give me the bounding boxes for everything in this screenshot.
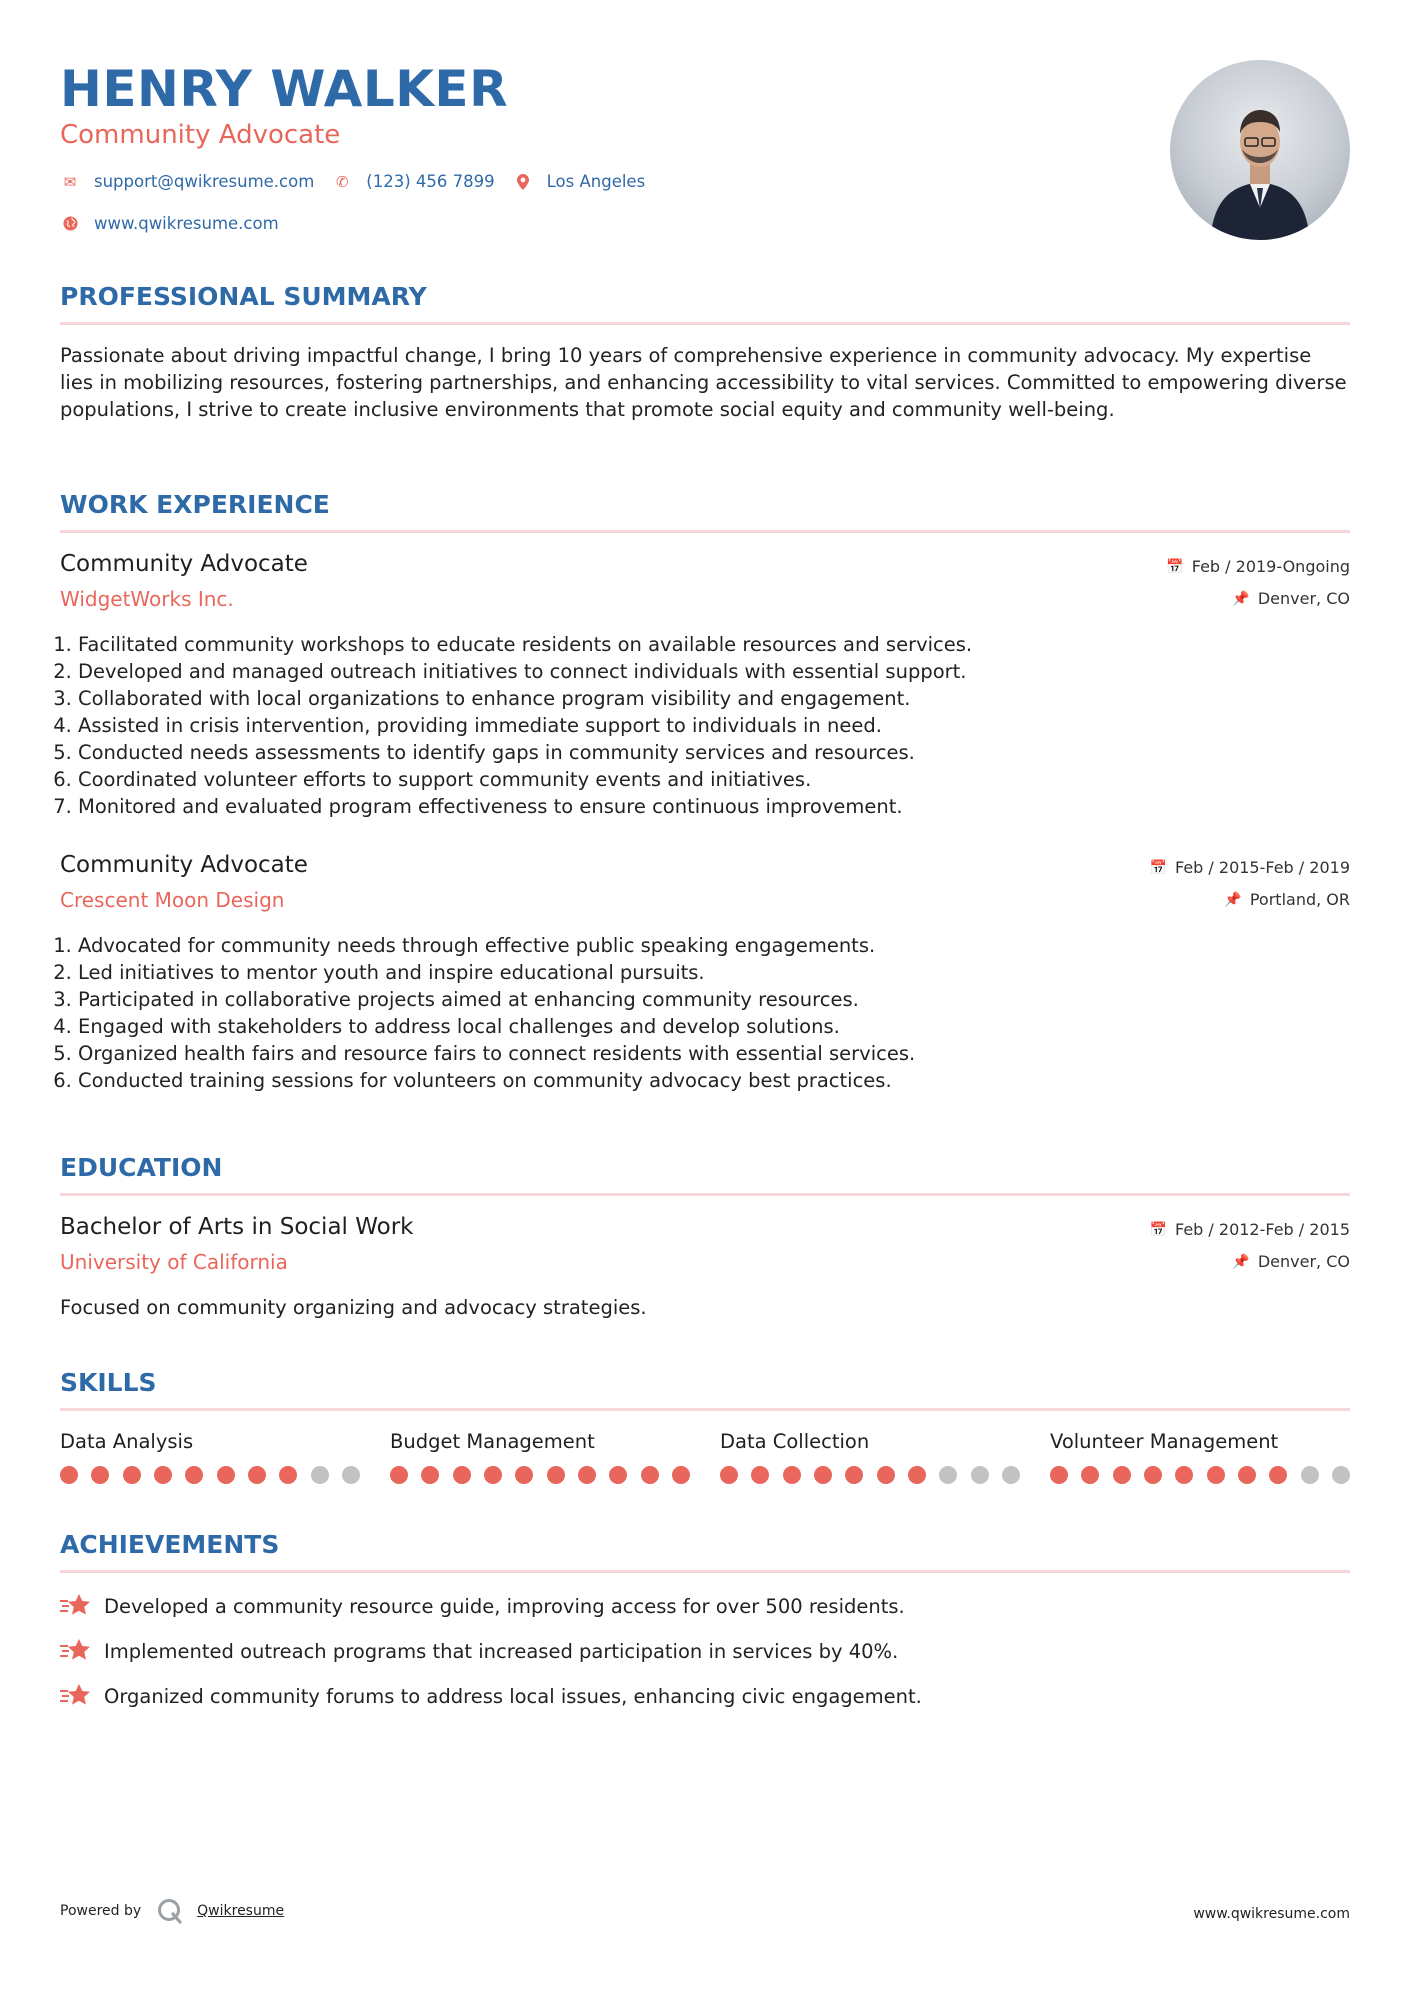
section-divider [60,322,1350,325]
job-date-text: Feb / 2019-Ongoing [1191,557,1350,576]
rating-dot [720,1466,738,1484]
rating-dot [248,1466,266,1484]
rating-dot [845,1466,863,1484]
rating-dot [91,1466,109,1484]
education-location-text: Denver, CO [1257,1252,1350,1271]
achievement-item [60,1682,922,1710]
section-title-achievements: ACHIEVEMENTS [60,1530,280,1559]
job-date [1150,858,1350,877]
star-icon [60,1637,92,1665]
footer-powered-by [60,1898,284,1924]
skill-item [390,1430,690,1484]
section-title-education: EDUCATION [60,1153,223,1182]
section-title-experience: WORK EXPERIENCE [60,490,330,519]
globe-icon [60,216,80,231]
list-item: 6. Coordinated volunteer efforts to support community events and initiatives. [78,766,1278,793]
skill-rating [720,1466,1020,1484]
rating-dot [279,1466,297,1484]
job-title: Community Advocate [60,551,308,577]
phone-icon: ✆ [336,172,349,191]
education-location [1232,1252,1350,1271]
star-icon [60,1682,92,1710]
calendar-icon: 📅 [1149,859,1167,876]
rating-dot [814,1466,832,1484]
pushpin-icon: 📌 [1232,590,1250,607]
website-text: www.qwikresume.com [94,214,279,233]
rating-dot [390,1466,408,1484]
education-entry [60,1214,1350,1334]
candidate-role: Community Advocate [60,120,341,150]
rating-dot [1144,1466,1162,1484]
contact-email[interactable] [60,172,314,191]
candidate-name: HENRY WALKER [60,60,509,118]
skill-name: Volunteer Management [1050,1430,1279,1453]
list-item: 7. Monitored and evaluated program effectiveness to ensure continuous improvement. [78,793,1278,820]
rating-dot [217,1466,235,1484]
brand-link[interactable]: Qwikresume [197,1903,285,1919]
envelope-icon: ✉ [63,172,77,191]
skill-rating [1050,1466,1350,1484]
skill-name: Data Collection [720,1430,870,1453]
section-divider [60,1408,1350,1411]
achievement-text: Organized community forums to address local issues, enhancing civic engagement. [104,1684,922,1708]
list-item: 2. Developed and managed outreach initiatives to connect individuals with essential support. [78,658,1278,685]
rating-dot [751,1466,769,1484]
email-text: support@qwikresume.com [94,172,315,191]
rating-dot [939,1466,957,1484]
education-date-text: Feb / 2012-Feb / 2015 [1175,1220,1350,1239]
list-item: 5. Conducted needs assessments to identify gaps in community services and resources. [78,739,1278,766]
rating-dot [1269,1466,1287,1484]
rating-dot [1113,1466,1131,1484]
resume-page [60,0,1350,1990]
pushpin-icon: 📌 [1232,1253,1250,1270]
job-location-text: Denver, CO [1257,589,1350,608]
rating-dot [578,1466,596,1484]
contact-website[interactable] [60,214,279,233]
qwikresume-logo-icon [157,1898,183,1924]
job-bullets [60,932,1278,1094]
job-date-text: Feb / 2015-Feb / 2019 [1175,858,1350,877]
contact-row-web [60,214,297,233]
list-item: 3. Collaborated with local organizations to enhance program visibility and engagement. [78,685,1278,712]
rating-dot [1175,1466,1193,1484]
rating-dot [421,1466,439,1484]
rating-dot [453,1466,471,1484]
job-bullets [60,631,1278,820]
job-entry [60,852,1350,1102]
skill-rating [390,1466,690,1484]
job-company: WidgetWorks Inc. [60,587,234,611]
achievement-item [60,1592,905,1620]
rating-dot [60,1466,78,1484]
star-icon [60,1592,92,1620]
rating-dot [311,1466,329,1484]
rating-dot [672,1466,690,1484]
footer-website[interactable]: www.qwikresume.com [1193,1906,1350,1922]
phone-text: (123) 456 7899 [366,172,495,191]
education-date [1150,1220,1350,1239]
profile-photo [1170,60,1350,240]
rating-dot [484,1466,502,1484]
job-location [1232,589,1350,608]
list-item: 4. Assisted in crisis intervention, providing immediate support to individuals in need. [78,712,1278,739]
achievement-item [60,1637,898,1665]
list-item: 1. Facilitated community workshops to educate residents on available resources and services. [78,631,1278,658]
job-company: Crescent Moon Design [60,888,285,912]
rating-dot [1207,1466,1225,1484]
skill-name: Data Analysis [60,1430,194,1453]
rating-dot [342,1466,360,1484]
skill-item [1050,1430,1350,1484]
rating-dot [908,1466,926,1484]
job-location [1224,890,1350,909]
contact-row [60,172,663,191]
section-title-skills: SKILLS [60,1368,157,1397]
powered-by-label: Powered by [60,1903,142,1919]
job-location-text: Portland, OR [1249,890,1350,909]
section-title-summary: PROFESSIONAL SUMMARY [60,282,427,311]
rating-dot [1238,1466,1256,1484]
skill-item [720,1430,1020,1484]
rating-dot [154,1466,172,1484]
pushpin-icon: 📌 [1224,891,1242,908]
list-item: 6. Conducted training sessions for volunteers on community advocacy best practices. [78,1067,1278,1094]
education-description: Focused on community organizing and advocacy strategies. [60,1296,647,1319]
calendar-icon: 📅 [1149,1221,1167,1238]
job-entry [60,551,1350,821]
rating-dot [547,1466,565,1484]
job-title: Community Advocate [60,852,308,878]
rating-dot [1081,1466,1099,1484]
list-item: 5. Organized health fairs and resource fairs to connect residents with essential services. [78,1040,1278,1067]
contact-phone[interactable] [332,172,494,191]
skill-rating [60,1466,360,1484]
skill-item [60,1430,360,1484]
rating-dot [1050,1466,1068,1484]
list-item: 1. Advocated for community needs through effective public speaking engagements. [78,932,1278,959]
skill-name: Budget Management [390,1430,595,1453]
rating-dot [1301,1466,1319,1484]
list-item: 2. Led initiatives to mentor youth and inspire educational pursuits. [78,959,1278,986]
map-pin-icon [513,174,533,190]
rating-dot [515,1466,533,1484]
achievement-text: Developed a community resource guide, improving access for over 500 residents. [104,1594,905,1618]
summary-text: Passionate about driving impactful change, I bring 10 years of comprehensive experience in community advocacy. My expertise lies in mobilizing resources, fostering partnerships, and enhancing accessibility to vital services. Committed to empowering diverse populations, I strive to create inclusive environments that promote social equity and community well-being. [60,344,1347,421]
degree-title: Bachelor of Arts in Social Work [60,1214,414,1240]
rating-dot [1332,1466,1350,1484]
list-item: 4. Engaged with stakeholders to address local challenges and develop solutions. [78,1013,1278,1040]
rating-dot [783,1466,801,1484]
location-text: Los Angeles [546,172,646,191]
school-name: University of California [60,1250,288,1274]
section-divider [60,1570,1350,1573]
rating-dot [877,1466,895,1484]
section-divider [60,530,1350,533]
skills-list [60,1430,1350,1484]
contact-location [513,172,646,191]
section-divider [60,1193,1350,1196]
rating-dot [609,1466,627,1484]
achievement-text: Implemented outreach programs that increased participation in services by 40%. [104,1639,899,1663]
rating-dot [1002,1466,1020,1484]
job-date [1166,557,1350,576]
rating-dot [641,1466,659,1484]
rating-dot [971,1466,989,1484]
calendar-icon: 📅 [1166,558,1184,575]
rating-dot [185,1466,203,1484]
list-item: 3. Participated in collaborative projects aimed at enhancing community resources. [78,986,1278,1013]
rating-dot [123,1466,141,1484]
